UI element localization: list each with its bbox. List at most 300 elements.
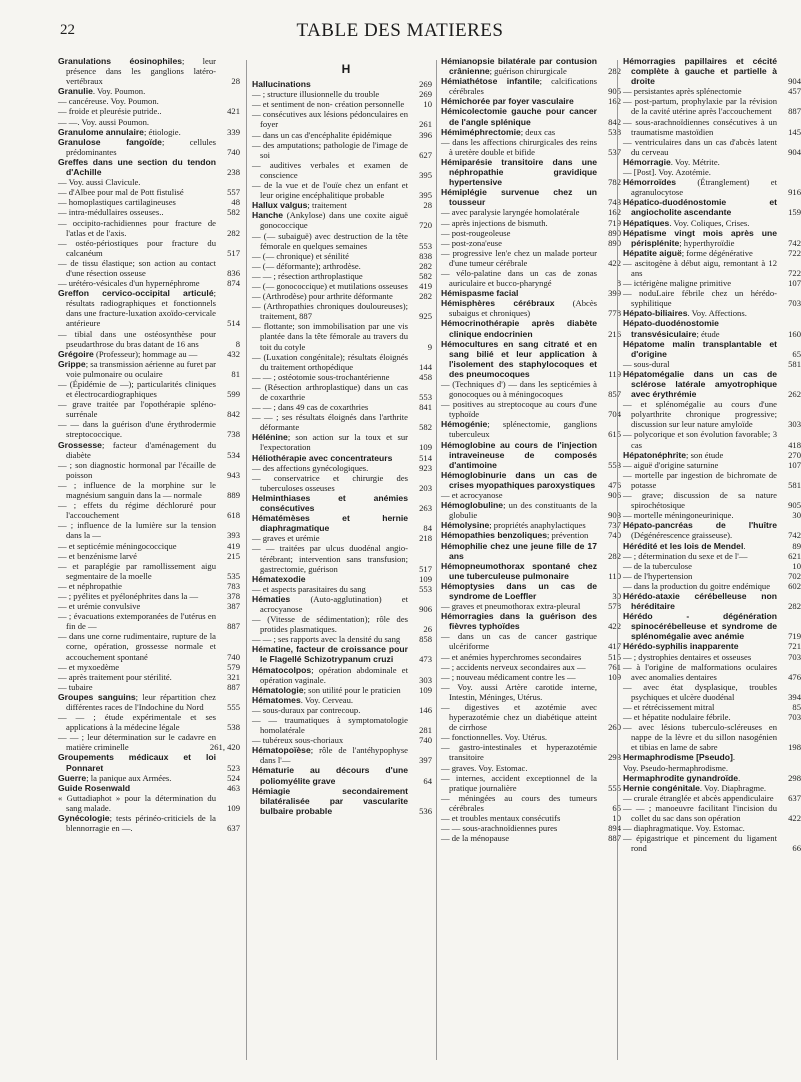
index-entry [623,177,801,197]
index-entry [252,685,432,695]
entry-page-number: 923 [419,462,432,473]
entry-page-number: 553 [608,459,621,470]
entry-page-number: 64 [423,775,432,786]
index-entry [252,382,432,402]
index-entry [623,833,801,853]
entry-text: « Guttadiaphot » pour la détermination du sang malade. [58,792,216,813]
entry-text: Hémopneumothorax spontané chez une tuberculeuse pulmonaire [441,560,597,581]
entry-text: — dans un cas d'encéphalite épidémique [252,129,392,140]
entry-page-number: 904 [788,76,801,87]
index-entry [252,493,432,513]
entry-page-number: 887 [227,621,240,632]
index-entry [58,551,240,561]
entry-text: Guide Rosenwald [58,782,131,793]
index-entry [252,210,432,230]
index-entry [623,611,801,641]
entry-text: — — traitées par ulcus duodénal angio-térébrant; intervention sans transfusion; gastrectomie, guérison [252,543,408,574]
index-entry [623,96,801,116]
entry-text: Grossesse; facteur d'aménagement du diabète [58,439,216,460]
entry-text: Hématurie au décours d'une poliomyélite grave [252,765,408,786]
index-entry [252,281,432,291]
entry-page-number: 110 [608,570,621,581]
entry-page-number: 421 [227,106,240,117]
entry-page-number: 476 [788,671,801,682]
index-entry [58,581,240,591]
index-entry [58,682,240,692]
index-entry [58,591,240,601]
entry-page-number: 89 [792,540,801,551]
entry-text: — ; effets du régime déchloruré pour l'accouchement [58,500,216,521]
entry-page-number: 48 [231,197,240,208]
entry-page-number: 198 [788,742,801,753]
index-entry [623,157,801,167]
index-entry [58,288,240,328]
index-entry [58,813,240,833]
index-entry [58,611,240,631]
entry-text: — et urémie convulsive [58,601,141,612]
entry-page-number: 740 [419,735,432,746]
index-entry [623,137,801,157]
index-entry [252,79,432,89]
entry-text: — de tissu élastique; son action au contact d'une résection osseuse [58,257,216,278]
index-entry [58,117,240,127]
entry-text: Gynécologie; tests périnéo-criticiels de la blennorragie en —. [58,813,216,834]
index-entry [441,672,621,682]
entry-page-number: 722 [788,267,801,278]
entry-text: — ; influence de la morphine sur le magnésium sanguin dans la — normale [58,479,216,501]
entry-page-number: 720 [419,220,432,231]
entry-text: — sous-arachnoïdiennes consécutives à un traumatisme mastoïdien [623,116,777,137]
entry-text: — ventriculaires dans un cas d'abcès latent du cerveau [623,136,777,157]
index-entry [623,641,801,651]
entry-text: — persistantes après splénectomie [623,86,742,97]
entry-text: — conservatrice et chirurgie des tuberculoses osseuses [252,472,408,493]
entry-page-number: 417 [608,641,621,652]
index-entry [441,833,621,843]
entry-page-number: 778 [608,308,621,319]
index-entry [252,372,432,382]
entry-page-number: 238 [227,167,240,178]
entry-text: — et hépatite nodulaire fébrile. [623,712,731,723]
index-entry [252,533,432,543]
entry-text: Héliothérapie avec concentrateurs [252,452,393,463]
entry-text: Groupes sanguins; leur répartition chez différentes races de l'Indochine du Nord [58,691,216,712]
entry-text: — et sentiment de non- création personnelle [252,99,405,110]
index-entry [252,705,432,715]
entry-text: Hallux valgus; traitement [252,200,347,211]
index-entry [623,399,801,429]
index-entry [252,160,432,180]
entry-page-number: 906 [608,490,621,501]
index-entry [58,359,240,379]
index-entry [441,419,621,439]
entry-text: — post-partum, prophylaxie par la révision de la cavité utérine après l'accouchement [623,96,777,117]
entry-page-number: 162 [608,207,621,218]
entry-page-number: 418 [788,439,801,450]
entry-page-number: 740 [227,146,240,157]
entry-page-number: 269 [419,89,432,100]
column-divider [436,60,437,1060]
entry-page-number: 889 [227,490,240,501]
entry-text: — consécutives aux lésions pédonculaires en foyer [252,109,408,130]
index-entry [623,541,801,551]
entry-text: Hépatomégalie dans un cas de sclérose latérale amyotrophique avec érythrémie [623,368,777,400]
index-entry [58,440,240,460]
index-entry [623,248,801,258]
index-entry [441,793,621,813]
index-entry [58,349,240,359]
entry-page-number: 282 [227,227,240,238]
entry-text: — [Post]. Voy. Azotémie. [623,167,711,178]
index-entry [623,551,801,561]
entry-text: — intra-médullaires osseuses.. [58,207,164,218]
entry-text: Grégoire (Professeur); hommage au — [58,348,198,359]
entry-text: Hépatite aiguë; forme dégénérative [623,247,753,258]
entry-text: — avec état dysplasique, troubles psychiques et ulcère duodénal [623,681,777,702]
index-entry [623,652,801,662]
entry-text: Helminthiases et anémies consécutives [252,492,408,514]
index-entry [58,238,240,258]
entry-page-number: 397 [419,755,432,766]
entry-text: Hématocolpos; opération abdominale et opération vaginale. [252,664,408,685]
index-entry [58,218,240,238]
entry-text: — avec lésions tuberculo-scléreuses en nappe de la lèvre et du sillon nasogénien et tibias en lame de sabre [623,722,777,753]
entry-text: Hémocrinothérapie après diabète clinique endocrinien [441,318,597,339]
entry-page-number: 270 [788,449,801,460]
entry-page-number: 702 [788,570,801,581]
entry-page-number: 719 [608,217,621,228]
entry-text: — homoplastiques cartilagineuses [58,197,176,208]
entry-text: — (Résection arthroplastique) dans un cas de coxarthrie [252,381,408,402]
index-entry [58,692,240,712]
entry-page-number: 109 [419,442,432,453]
index-entry [441,76,621,96]
entry-page-number: 841 [419,402,432,413]
index-entry [441,490,621,500]
entry-page-number: 399 [608,288,621,299]
entry-text: Hépato-pancréas de l'huître (Dégénérescence graisseuse). [623,520,777,541]
entry-text: Hémiagie secondairement bilatéralisée par vascularite bulbaire probable [252,785,408,816]
entry-page-number: 890 [608,227,621,238]
entry-page-number: 838 [419,250,432,261]
entry-text: — (— gonococcique) et mutilations osseuses [252,280,408,291]
index-entry [623,823,801,833]
index-entry [441,662,621,672]
index-column-2 [252,56,432,1066]
index-entry [623,228,801,248]
entry-text: Hépato-duodénostomie transvésiculaire; étude [623,318,720,339]
entry-text: Hémolysine; propriétés anaphylactiques [441,520,586,531]
index-entry [441,530,621,540]
entry-page-number: 704 [608,409,621,420]
index-entry [252,584,432,594]
entry-page-number: 517 [227,247,240,258]
index-entry [58,662,240,672]
entry-page-number: 627 [419,149,432,160]
entry-page-number: 582 [419,422,432,433]
entry-page-number: 85 [792,702,801,712]
entry-text: Granulie. Voy. Poumon. [58,86,146,97]
entry-page-number: 473 [419,654,432,665]
entry-text: — ; dystrophies dentaires et osseuses [623,651,752,662]
index-entry [252,251,432,261]
index-entry [58,460,240,480]
entry-page-number: 321 [227,671,240,682]
entry-text: — diaphragmatique. Voy. Estomac. [623,823,745,834]
entry-page-number: 524 [227,772,240,783]
entry-page-number: 109 [419,573,432,584]
entry-text: — grave traitée par l'opothérapie spléno-surrénale [58,399,216,420]
entry-page-number: 378 [227,590,240,601]
index-entry [252,412,432,432]
entry-page-number: 903 [608,510,621,521]
index-entry [623,702,801,712]
entry-text: — graves. Voy. Estomac. [441,762,528,773]
index-entry [441,500,621,520]
entry-page-number: 737 [608,520,621,531]
entry-text: — cancéreuse. Voy. Poumon. [58,96,159,107]
entry-page-number: 538 [227,722,240,733]
entry-page-number: 721 [788,641,801,652]
entry-text: — et septicémie méningococcique [58,540,177,551]
index-entry [623,510,801,520]
index-entry [252,231,432,251]
entry-text: — aiguë d'origine saturnine [623,459,719,470]
index-entry [441,56,621,76]
entry-page-number: 8 [235,338,240,349]
entry-page-number: 555 [608,782,621,793]
entry-text: Hémiathétose infantile; calcifications cérébrales [441,76,597,97]
entry-page-number: 303 [419,674,432,685]
index-entry [441,611,621,631]
index-entry [252,140,432,160]
entry-page-number: 618 [227,510,240,521]
entry-page-number: 218 [419,533,432,544]
index-entry [623,318,801,338]
index-entry [58,712,240,732]
entry-text: — vélo-palatine dans un cas de zonas auriculaire et bucco-pharyngé [441,267,597,289]
entry-page-number: 858 [419,634,432,645]
entry-text: — dans les affections chirurgicales des reins à uretère double et bifide [441,136,597,157]
index-entry [623,763,801,773]
entry-page-number: 905 [608,86,621,97]
entry-text: Hématexodie [252,573,306,584]
entry-page-number: 555 [227,702,240,712]
entry-text: Guerre; la panique aux Armées. [58,772,172,783]
entry-text: — et rétrécissement mitral [623,702,715,712]
entry-text: — ; structure illusionnelle du trouble [252,89,380,100]
index-entry [441,541,621,561]
entry-page-number: 159 [788,207,801,218]
index-entry [252,614,432,634]
index-entry [623,490,801,510]
entry-page-number: 215 [227,550,240,561]
entry-page-number: 523 [227,762,240,773]
entry-page-number: 28 [231,76,240,87]
index-column-3 [441,56,621,1066]
entry-text: — (Arthropathies chroniques douloureuses); traitement, 887 [252,301,408,322]
entry-page-number: 263 [419,503,432,514]
index-entry [441,137,621,157]
index-entry [252,432,432,452]
index-entry [441,318,621,338]
entry-page-number: 615 [608,429,621,440]
entry-page-number: 553 [419,583,432,594]
index-entry [623,86,801,96]
entry-text: Hémoglobinurie dans un cas de crises myopathiques paroxystiques [441,469,597,490]
entry-text: — (Techniques d') — dans les septicémies à gonocoques ou à méningocoques [441,379,597,400]
entry-text: — ; accidents nerveux secondaires aux — [441,661,586,672]
index-entry [252,644,432,664]
entry-text: — digestives et azotémie avec hyperazotémie chez un diabétique atteint de cirrhose [441,702,597,733]
entry-text: — et aspects parasitaires du sang [252,583,366,594]
entry-text: Hermaphrodite gynandroïde. [623,772,741,783]
index-entry [252,463,432,473]
entry-text: — après injections de bismuth. [441,217,548,228]
entry-text: — de la tuberculose [623,560,692,571]
index-entry [441,218,621,228]
entry-text: — de l'hypertension [623,570,693,581]
entry-page-number: 84 [423,523,432,534]
entry-page-number: 457 [788,86,801,97]
index-entry [252,786,432,816]
entry-text: — ; nouveau médicament contre les — [441,671,576,682]
entry-page-number: 742 [788,530,801,541]
entry-text: — et myxoedème [58,661,120,672]
letter-heading-text: H [341,62,351,76]
index-entry [58,207,240,217]
entry-page-number: 339 [227,126,240,137]
index-entry [441,601,621,611]
entry-text: — internes, accident exceptionnel de la pratique journalière [441,772,597,793]
entry-text: — ; pyélites et pyélonéphrites dans la — [58,590,199,601]
index-entry [441,561,621,581]
index-entry [623,117,801,137]
entry-text: Hématémèses et hernie diaphragmatique [252,513,408,534]
index-entry [623,460,801,470]
index-entry [58,197,240,207]
entry-text: — grave; discussion de sa nature spirochétosique [623,490,777,511]
index-entry [623,662,801,682]
index-entry [623,450,801,460]
entry-text: — noduLaire fébrile chez un hérédo-syphilitique [623,288,777,309]
entry-text: — post-rougeoleuse [441,227,511,238]
index-entry [252,271,432,281]
entry-page-number: 419 [227,540,240,551]
index-entry [58,127,240,137]
entry-page-number: 579 [227,661,240,672]
entry-text: Hérédo - dégénération spinocérébelleuse et syndrome de splénomégalie avec anémie [623,611,777,642]
index-column-4-holder [623,56,801,1066]
entry-page-number: 906 [419,603,432,614]
index-entry [441,248,621,268]
index-entry [58,137,240,157]
entry-page-number: 514 [227,318,240,329]
entry-page-number: 740 [608,530,621,541]
entry-text: — — dans la guérison d'une érythrodermie streptococcique. [58,419,216,440]
index-entry [623,722,801,752]
index-entry [441,399,621,419]
entry-text: — après traitement pour stérilité. [58,671,172,682]
index-entry [252,99,432,109]
entry-text: Greffon cervico-occipital articulé; résultats radiographiques et fonctionnels dans une fracture-luxation axoïdo-cervicale antérieure [58,288,216,329]
entry-text: Hémiméphrectomie; deux cas [441,126,556,137]
entry-page-number: 887 [788,106,801,117]
entry-text: — auditives verbales et examen de conscience [252,159,408,180]
index-entry [252,473,432,493]
entry-page-number: 857 [608,389,621,400]
index-entry [252,109,432,129]
entry-text: — graves et pneumothorax extra-pleural [441,601,581,612]
entry-page-number: 514 [419,452,432,463]
entry-text: — des affections gynécologiques. [252,462,369,473]
entry-text: Hépatome malin transplantable et d'origine [623,338,777,359]
entry-text: — progressive len'e chez un malade porteur d'une tumeur cérébrale [441,247,597,268]
entry-text: — gastro-intestinales et hyperazotémie transitoire [441,742,597,763]
entry-text: — positives au streptocoque au cours d'une typhoïde [441,399,597,420]
index-entry [58,601,240,611]
entry-text: — et benzénisme larvé [58,550,137,561]
index-entry [441,773,621,793]
index-entry [441,207,621,217]
entry-text: — (— chronique) et sénilité [252,250,349,261]
entry-page-number: 144 [419,361,432,372]
entry-page-number: 282 [608,66,621,77]
entry-text: — — ; ses rapports avec la densité du sang [252,634,401,645]
entry-page-number: 293 [608,752,621,763]
entry-text: Hémiplégie survenue chez un tousseur [441,187,597,208]
entry-page-number: 303 [788,419,801,430]
entry-text: Hématomes. Voy. Cerveau. [252,694,354,705]
entry-text: — ; détermination du sexe et de l'— [623,550,748,561]
index-entry [623,581,801,591]
entry-page-number: 515 [608,651,621,662]
index-entry [441,631,621,651]
index-entry [252,261,432,271]
entry-page-number: 743 [608,197,621,208]
entry-page-number: 742 [788,237,801,248]
entry-text: Hanche (Ankylose) dans une coxite aiguë gonococcique [252,210,408,231]
entry-text: — sous-dural [623,358,670,369]
index-entry [252,543,432,573]
entry-text: Hémisphères cérébraux (Abcès subaigus et chroniques) [441,298,597,319]
entry-text: Hémoptysies dans un cas de syndrome de Loeffler [441,580,597,601]
entry-text: — occipito-rachidiennes pour fracture de l'atlas et de l'axis. [58,217,216,238]
index-entry [441,157,621,187]
index-entry [623,339,801,359]
entry-text: Hépatisme vingt mois après une périsplénite; hyperthyroïdie [623,227,777,248]
entry-page-number: 107 [788,278,801,289]
entry-page-number: 476 [608,479,621,490]
index-entry [623,803,801,823]
index-entry [441,520,621,530]
entry-text: — —. Voy. aussi Poumon. [58,116,150,127]
entry-text: Hémorragies papillaires et cécité complète à gauche et partielle à droite [623,56,777,87]
entry-text: Hémiparésie transitoire dans une néphropathie gravidique hypertensive [441,156,597,188]
index-entry [441,298,621,318]
entry-text: — post-zona'euse [441,237,502,248]
entry-page-number: 703 [788,298,801,309]
entry-page-number: 393 [227,530,240,541]
entry-page-number: 582 [227,207,240,218]
entry-page-number: 282 [419,260,432,271]
entry-page-number: 81 [231,368,240,379]
entry-page-number: 216 [608,328,621,339]
entry-page-number: 602 [788,580,801,591]
entry-page-number: 538 [608,126,621,137]
entry-text: Hémianopsie bilatérale par contusion crânienne; guérison chirurgicale [441,56,597,77]
entry-text: Hémogénie; splénectomie, ganglions tuberculeux [441,419,597,440]
